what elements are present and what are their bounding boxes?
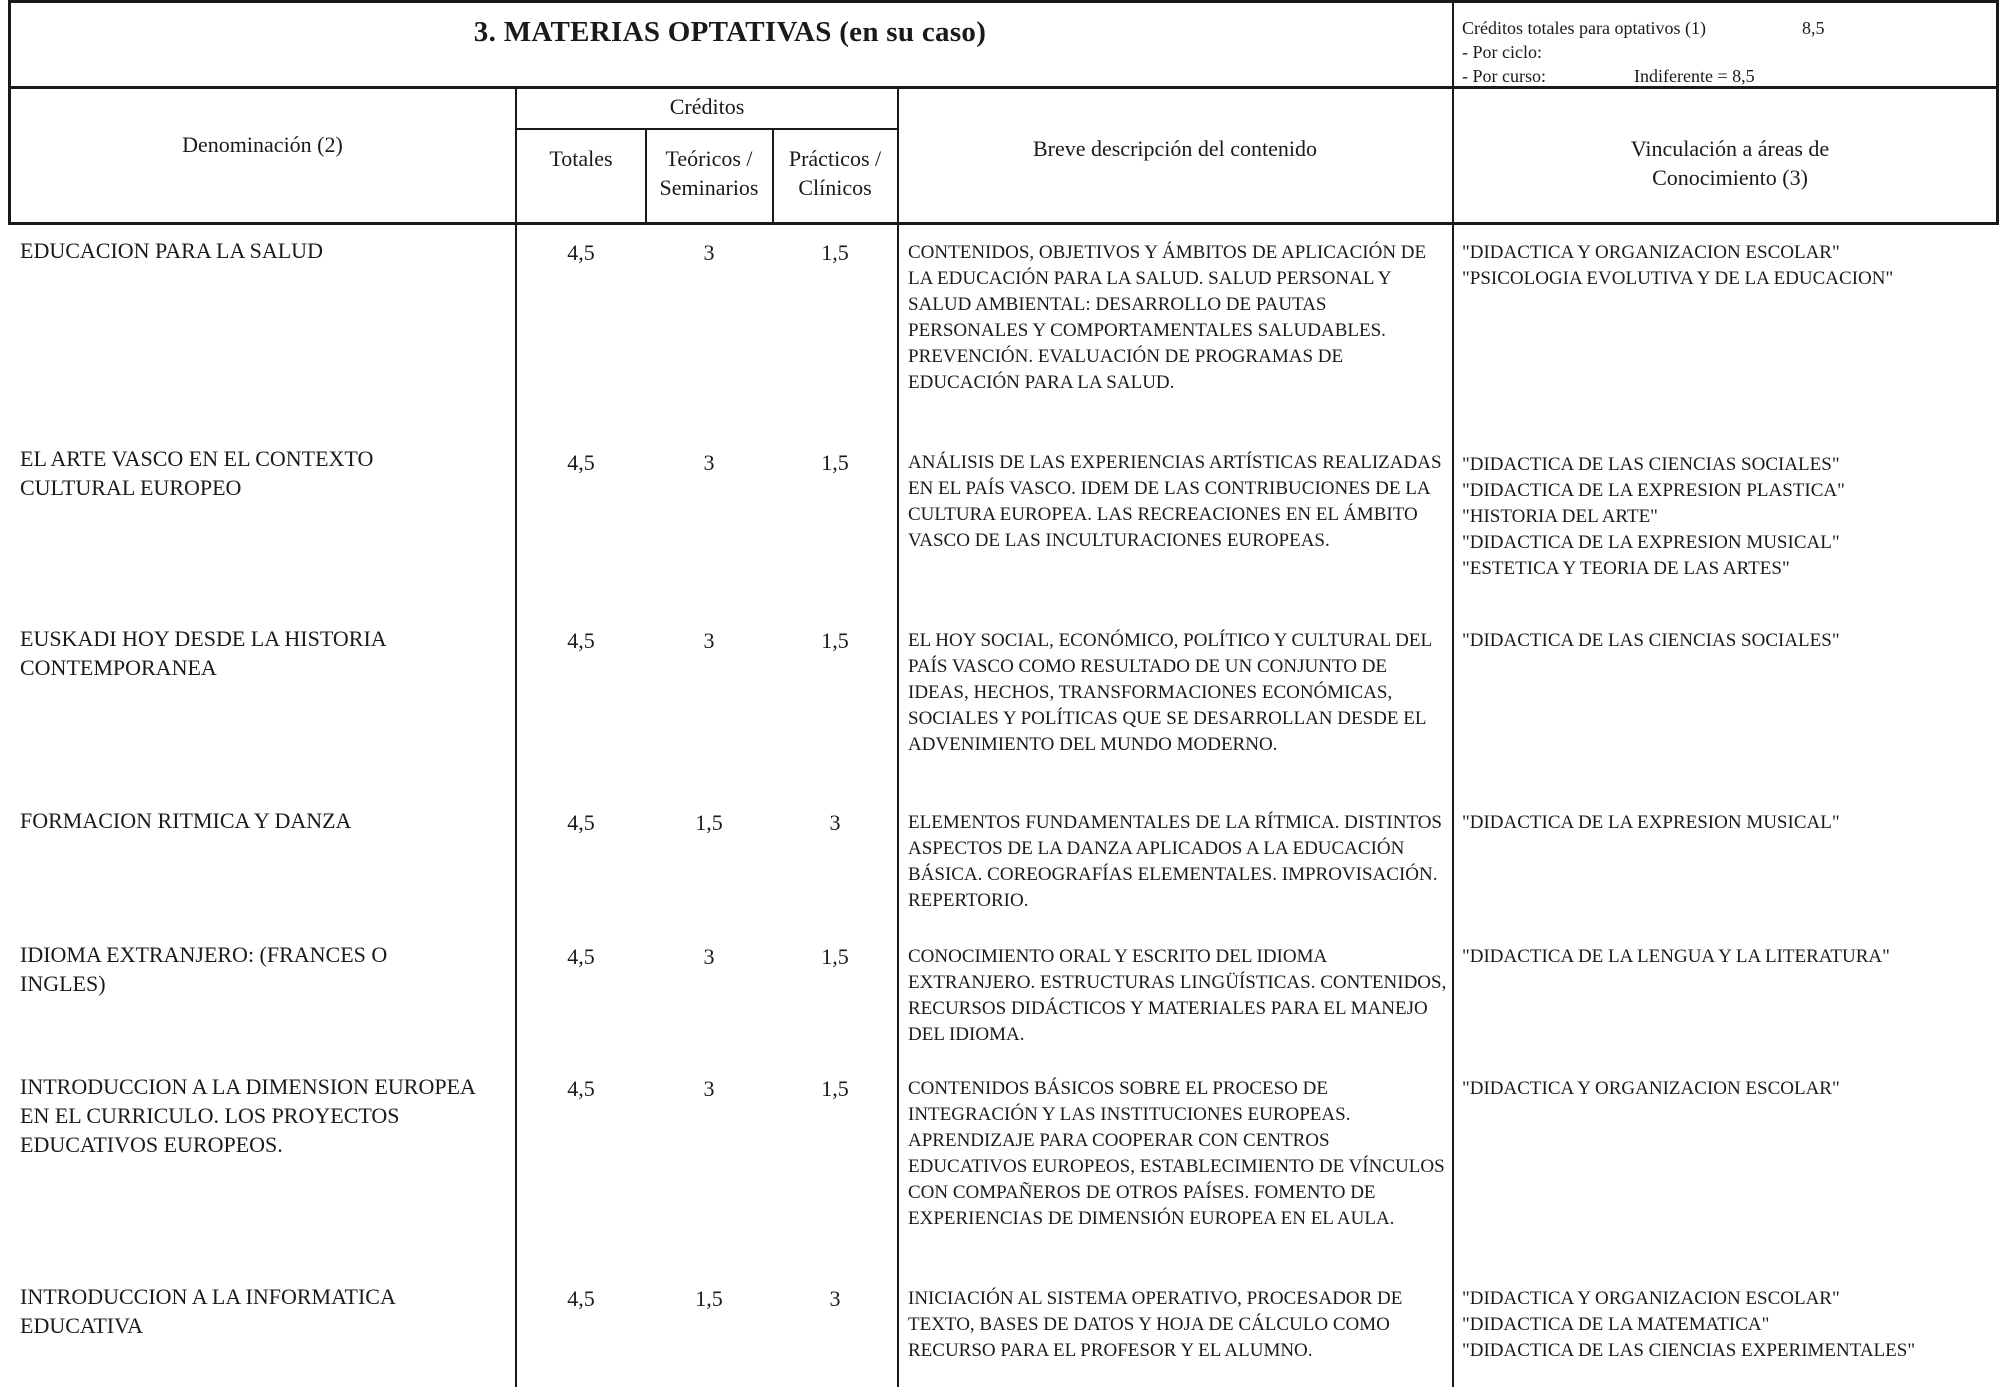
credits-practicos: 1,5 [821, 240, 849, 265]
credits-teoricos: 1,5 [695, 810, 723, 835]
credits-total-value: 8,5 [1802, 18, 1825, 38]
page-title: 3. MATERIAS OPTATIVAS (en su caso) [473, 16, 987, 48]
credits-totales: 4,5 [567, 810, 595, 835]
per-course-label: - Por curso: [1462, 66, 1546, 86]
credits-practicos: 1,5 [821, 944, 849, 969]
credits-totales: 4,5 [567, 450, 595, 475]
area-item: "DIDACTICA DE LA EXPRESION MUSICAL" [1462, 532, 1840, 553]
subject-description: ELEMENTOS FUNDAMENTALES DE LA RÍTMICA. DISTINTOS ASPECTOS DE LA DANZA APLICADOS A LA EDUCACIÓN BÁSICA. COREOGRAFÍAS ELEMENTALES. IMPROVISACIÓN. REPERTORIO. [908, 812, 1442, 911]
area-item: "DIDACTICA Y ORGANIZACION ESCOLAR" [1462, 1078, 1840, 1099]
subject-description: ANÁLISIS DE LAS EXPERIENCIAS ARTÍSTICAS REALIZADAS EN EL PAÍS VASCO. IDEM DE LAS CONTRIBUCIONES DE LA CULTURA EUROPEA. LAS RECREACIONES EN EL ÁMBITO VASCO DE LAS INCULTURACIONES EUROPEAS. [908, 452, 1442, 551]
subject-name: INTRODUCCION A LA DIMENSION EUROPEA EN EL CURRICULO. LOS PROYECTOS EDUCATIVOS EUROPEOS. [20, 1074, 475, 1157]
subject-name: FORMACION RITMICA Y DANZA [20, 808, 352, 833]
subject-name: EUSKADI HOY DESDE LA HISTORIA CONTEMPORANEA [20, 626, 386, 680]
credits-teoricos: 3 [703, 1076, 715, 1101]
col-line-5 [1452, 88, 1454, 1387]
area-item: "DIDACTICA DE LA LENGUA Y LA LITERATURA" [1462, 946, 1890, 967]
col-header-vinculacion: Vinculación a áreas de Conocimiento (3) [1630, 136, 1830, 190]
credits-teoricos: 3 [703, 240, 715, 265]
credits-practicos: 1,5 [821, 1076, 849, 1101]
credits-practicos: 1,5 [821, 628, 849, 653]
area-item: "DIDACTICA DE LAS CIENCIAS SOCIALES" [1462, 630, 1840, 651]
col-header-practicos: Prácticos / Clínicos [788, 146, 882, 200]
credits-teoricos: 3 [703, 944, 715, 969]
credits-totales: 4,5 [567, 944, 595, 969]
table-border-top [8, 0, 1998, 3]
subject-description: CONTENIDOS, OBJETIVOS Y ÁMBITOS DE APLICACIÓN DE LA EDUCACIÓN PARA LA SALUD. SALUD PERSONAL Y SALUD AMBIENTAL: DESARROLLO DE PAUTAS PERSONALES Y COMPORTAMENTALES SALUDABLES. PREVENCIÓN. EVALUACIÓN DE PROGRAMAS DE EDUCACIÓN PARA LA SALUD. [908, 242, 1427, 393]
credits-totales: 4,5 [567, 628, 595, 653]
subject-description: EL HOY SOCIAL, ECONÓMICO, POLÍTICO Y CULTURAL DEL PAÍS VASCO COMO RESULTADO DE UN CONJUNTO DE IDEAS, HECHOS, TRANSFORMACIONES ECONÓMICAS, SOCIALES Y POLÍTICAS QUE SE DESARROLLAN DESDE EL ADVENIMIENTO DEL MUNDO MODERNO. [908, 630, 1432, 755]
subject-name: EL ARTE VASCO EN EL CONTEXTO CULTURAL EUROPEO [20, 446, 374, 500]
col-line-2 [645, 129, 647, 224]
col-header-totales: Totales [549, 146, 613, 171]
subject-name: INTRODUCCION A LA INFORMATICA EDUCATIVA [20, 1284, 395, 1338]
col-line-4 [897, 88, 899, 1387]
area-item: "PSICOLOGIA EVOLUTIVA Y DE LA EDUCACION" [1462, 268, 1894, 289]
credits-totales: 4,5 [567, 1286, 595, 1311]
header-bottom-border [8, 222, 1998, 225]
credits-practicos: 3 [829, 810, 841, 835]
col-line-1 [515, 88, 517, 1387]
subject-description: CONOCIMIENTO ORAL Y ESCRITO DEL IDIOMA EXTRANJERO. ESTRUCTURAS LINGÜÍSTICAS. CONTENIDOS, RECURSOS DIDÁCTICOS Y MATERIALES PARA EL MANEJO DEL IDIOMA. [908, 946, 1447, 1045]
area-item: "HISTORIA DEL ARTE" [1462, 506, 1658, 527]
col-header-teoricos: Teóricos / Seminarios [659, 146, 759, 200]
title-divider [1452, 0, 1454, 88]
table-border-right [1996, 0, 1999, 225]
credits-practicos: 3 [829, 1286, 841, 1311]
subject-description: INICIACIÓN AL SISTEMA OPERATIVO, PROCESADOR DE TEXTO, BASES DE DATOS Y HOJA DE CÁLCULO COMO RECURSO PARA EL PROFESOR Y EL ALUMNO. [908, 1288, 1403, 1361]
credits-totales: 4,5 [567, 1076, 595, 1101]
credits-teoricos: 3 [703, 450, 715, 475]
area-item: "DIDACTICA DE LAS CIENCIAS SOCIALES" [1462, 454, 1840, 475]
area-item: "DIDACTICA DE LA EXPRESION MUSICAL" [1462, 812, 1840, 833]
area-item: "DIDACTICA DE LAS CIENCIAS EXPERIMENTALES" [1462, 1340, 1916, 1361]
area-item: "DIDACTICA DE LA EXPRESION PLASTICA" [1462, 480, 1845, 501]
creditos-subheader-line [516, 128, 898, 130]
area-item: "DIDACTICA Y ORGANIZACION ESCOLAR" [1462, 242, 1840, 263]
col-header-creditos: Créditos [669, 94, 745, 119]
credits-practicos: 1,5 [821, 450, 849, 475]
col-header-denominacion: Denominación (2) [182, 132, 343, 157]
col-line-3 [772, 129, 774, 224]
subject-name: IDIOMA EXTRANJERO: (FRANCES O INGLES) [20, 942, 388, 996]
credits-totales: 4,5 [567, 240, 595, 265]
per-course-value: Indiferente = 8,5 [1634, 66, 1755, 86]
area-item: "DIDACTICA DE LA MATEMATICA" [1462, 1314, 1770, 1335]
subject-description: CONTENIDOS BÁSICOS SOBRE EL PROCESO DE INTEGRACIÓN Y LAS INSTITUCIONES EUROPEAS. APRENDIZAJE PARA COOPERAR CON CENTROS EDUCATIVOS EUROPEOS, ESTABLECIMIENTO DE VÍNCULOS CON COMPAÑEROS DE OTROS PAÍSES. FOMENTO DE EXPERIENCIAS DE DIMENSIÓN EUROPEA EN EL AULA. [908, 1078, 1445, 1229]
area-item: "ESTETICA Y TEORIA DE LAS ARTES" [1462, 558, 1790, 579]
credits-teoricos: 1,5 [695, 1286, 723, 1311]
col-header-descripcion: Breve descripción del contenido [1032, 136, 1318, 161]
per-cycle-label: - Por ciclo: [1462, 42, 1542, 62]
subject-name: EDUCACION PARA LA SALUD [20, 238, 323, 263]
credits-total-label: Créditos totales para optativos (1) [1462, 18, 1706, 38]
credits-teoricos: 3 [703, 628, 715, 653]
area-item: "DIDACTICA Y ORGANIZACION ESCOLAR" [1462, 1288, 1840, 1309]
